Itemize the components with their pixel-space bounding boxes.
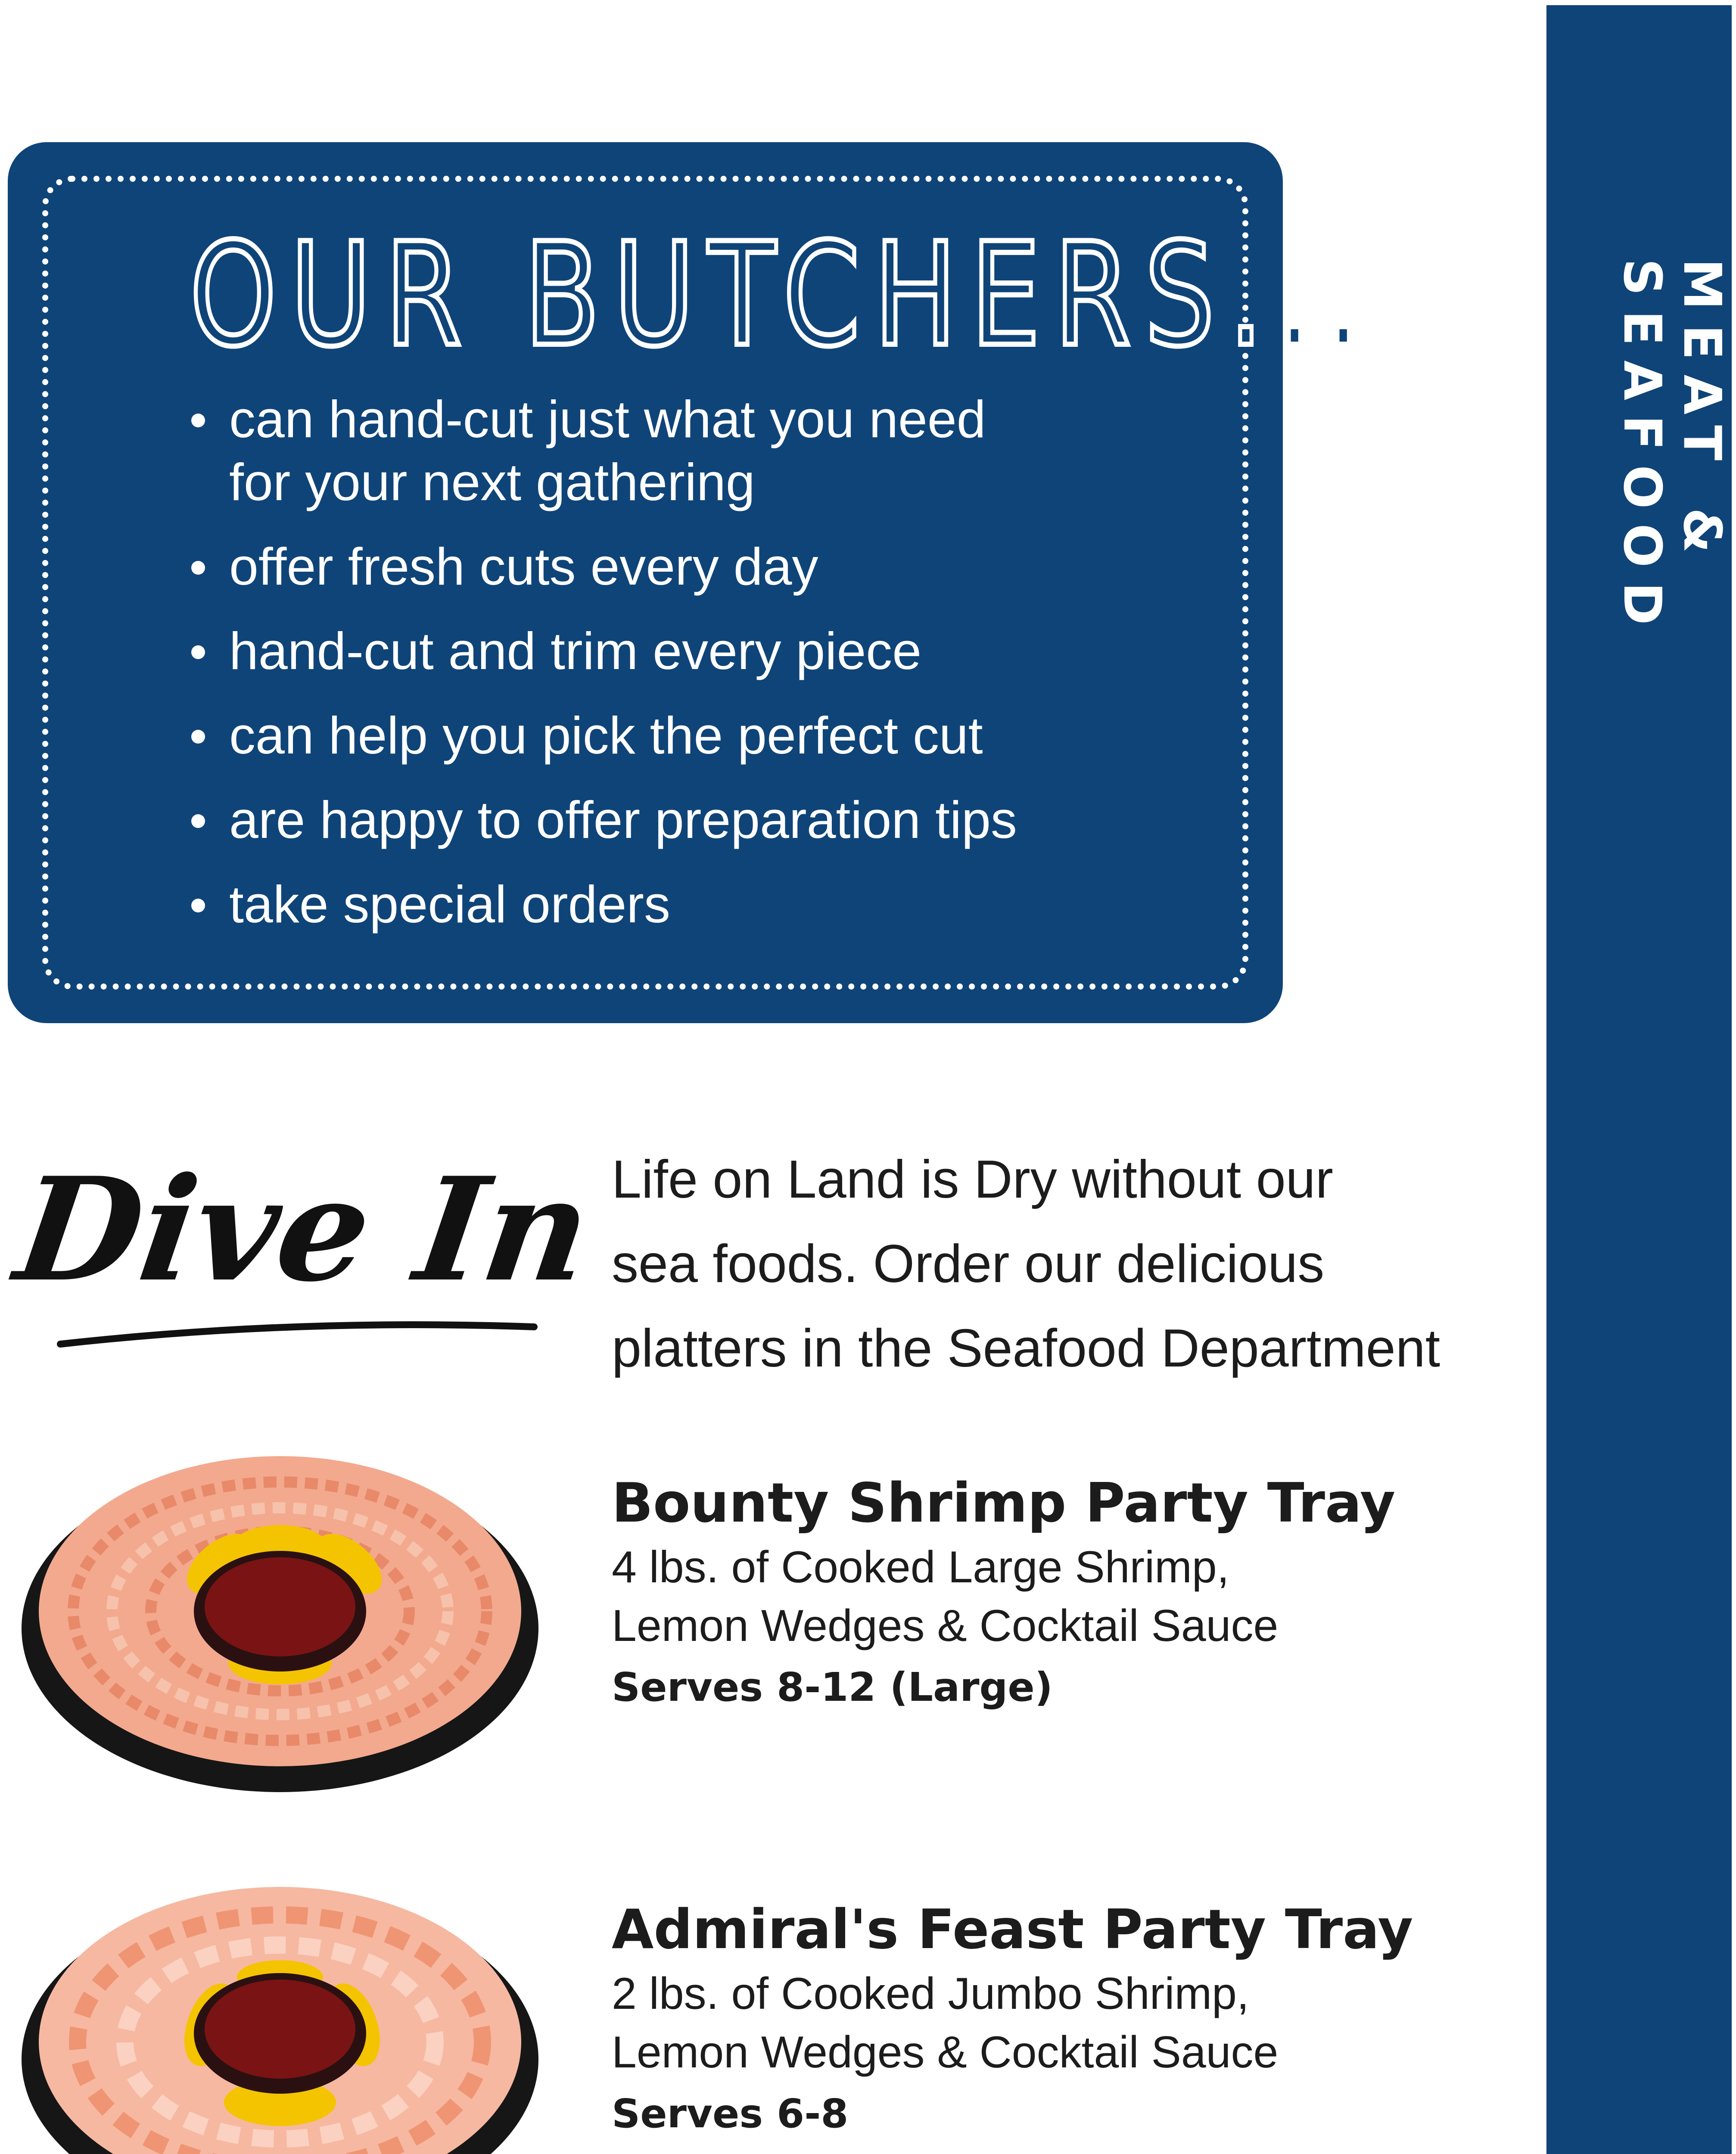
butchers-list-item: offer fresh cuts every day bbox=[190, 535, 1223, 598]
intro-text: Life on Land is Dry without our sea foods. Order our delicious platters in the Seafood Department bbox=[612, 1150, 1440, 1378]
butchers-title: OUR BUTCHERS... bbox=[190, 212, 1375, 378]
product-info bbox=[612, 1473, 1538, 1715]
dive-in-script-title bbox=[7, 1137, 600, 1361]
product-info bbox=[612, 1900, 1538, 2142]
shrimp-platter-icon bbox=[17, 1422, 543, 1801]
dive-in-text: Dive In bbox=[7, 1146, 600, 1314]
product-serves: Serves 8-12 (Large) bbox=[612, 1664, 1053, 1710]
product-name: Bounty Shrimp Party Tray bbox=[612, 1471, 1396, 1535]
dive-in-swash bbox=[60, 1325, 534, 1344]
butchers-list-item: are happy to offer preparation tips bbox=[190, 788, 1223, 851]
butchers-list-item: hand-cut and trim every piece bbox=[190, 619, 1223, 682]
product-serves: Serves 6-8 bbox=[612, 2091, 849, 2137]
butchers-list-item: can help you pick the perfect cut bbox=[190, 704, 1223, 767]
product-description: 2 lbs. of Cooked Jumbo Shrimp, Lemon Wedges & Cocktail Sauce bbox=[612, 1969, 1279, 2077]
butchers-list-item: take special orders bbox=[190, 873, 1223, 936]
jumbo-shrimp-platter-icon bbox=[17, 1852, 543, 2154]
product-description: 4 lbs. of Cooked Large Shrimp, Lemon Wedges & Cocktail Sauce bbox=[612, 1542, 1279, 1651]
butchers-list bbox=[190, 388, 1223, 957]
butchers-list-item: can hand-cut just what you need for your next gathering bbox=[190, 388, 1223, 514]
product-name: Admiral's Feast Party Tray bbox=[612, 1898, 1413, 1961]
section-label: MEAT & SEAFOOD bbox=[1612, 258, 1732, 640]
